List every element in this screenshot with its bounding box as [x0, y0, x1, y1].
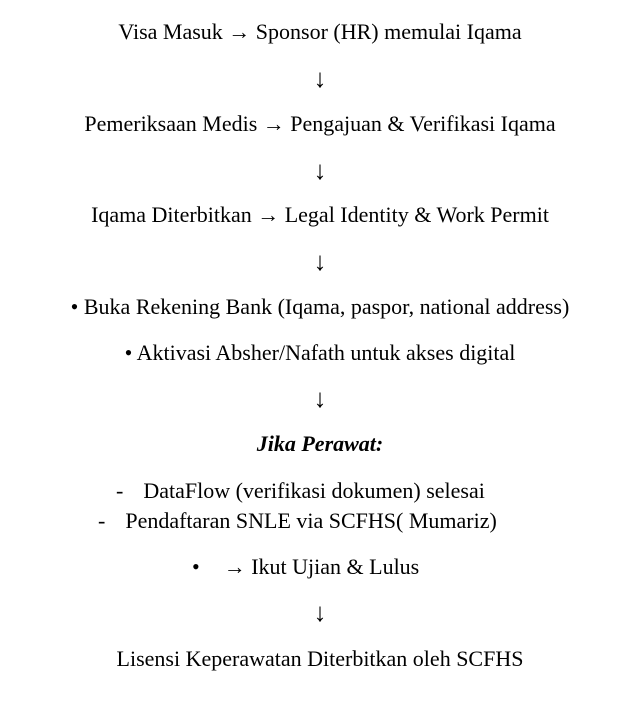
down-arrow-icon: ↓: [313, 598, 327, 627]
flow-step-absher: • Aktivasi Absher/Nafath untuk akses digital: [124, 340, 516, 365]
down-arrow-icon: ↓: [313, 247, 327, 276]
down-arrow-icon: ↓: [313, 156, 327, 185]
nurse-item-snle-label: Pendaftaran SNLE via SCFHS( Mumariz): [125, 508, 497, 533]
flow-step-medical: Pemeriksaan Medis → Pengajuan & Verifikasi Iqama: [84, 111, 556, 136]
flow-step-license-issued: Lisensi Keperawatan Diterbitkan oleh SCFHS: [116, 646, 524, 671]
dash-marker: -: [116, 478, 124, 503]
down-arrow-icon: ↓: [313, 384, 327, 413]
down-arrow-icon: ↓: [313, 64, 327, 93]
nurse-item-dataflow: [116, 478, 485, 504]
flow-step-iqama-issued: Iqama Diterbitkan → Legal Identity & Work Permit: [91, 202, 549, 227]
dash-marker: -: [98, 508, 106, 533]
nurse-heading: Jika Perawat:: [256, 431, 384, 456]
nurse-item-exam: [192, 554, 419, 580]
flow-step-visa: Visa Masuk → Sponsor (HR) memulai Iqama: [118, 19, 522, 44]
nurse-item-exam-label: → Ikut Ujian & Lulus: [223, 554, 420, 579]
flow-step-bank-account: • Buka Rekening Bank (Iqama, paspor, national address): [70, 294, 570, 319]
bullet-marker: •: [192, 554, 200, 579]
nurse-item-snle: [98, 508, 497, 534]
nurse-item-dataflow-label: DataFlow (verifikasi dokumen) selesai: [143, 478, 485, 503]
